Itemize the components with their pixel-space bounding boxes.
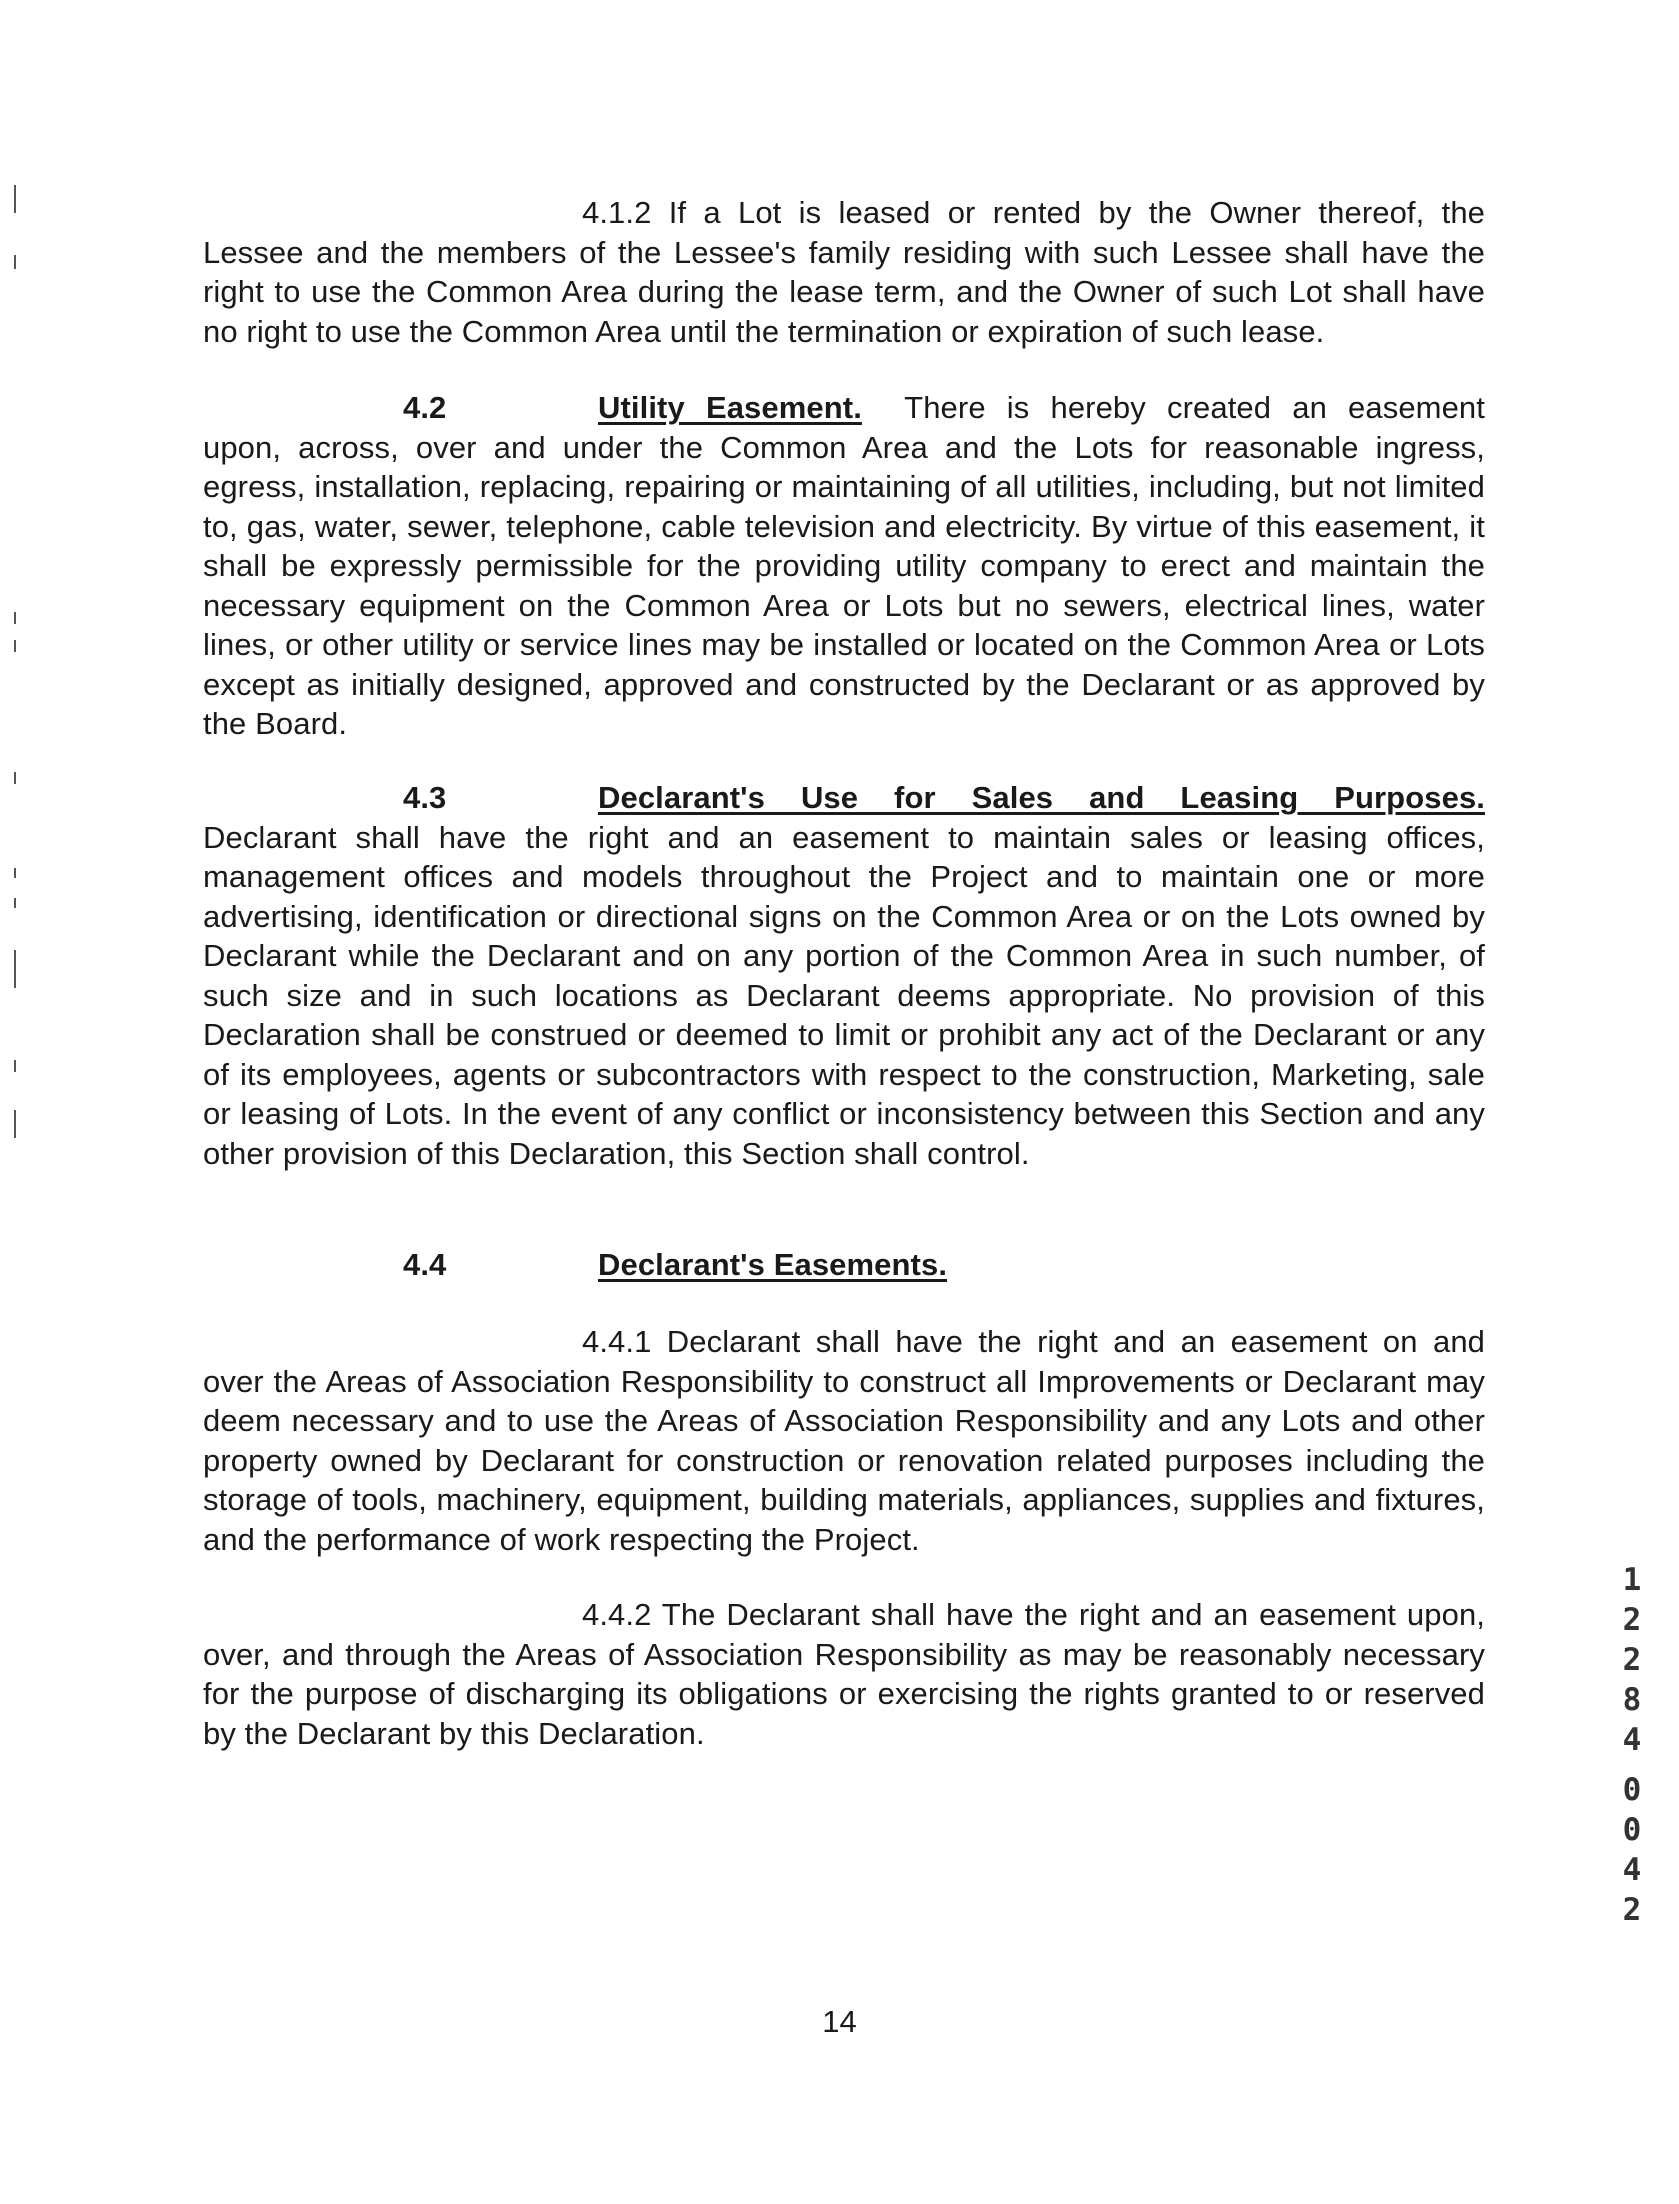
margin-mark (14, 868, 16, 878)
page-number: 14 (822, 2004, 857, 2039)
section-number: 4.3 (403, 780, 447, 815)
paragraph-text: 4.4.2 The Declarant shall have the right and an easement upon, over, and through the Areas of Association Responsibility as may be reasonably necessary for the purpose of discharging its obligations or exercising the rights granted to or reserved by the Declarant by this Declaration. (203, 1597, 1485, 1751)
margin-mark (14, 1060, 16, 1072)
section-heading-line (203, 778, 1485, 818)
paragraph-text: 4.4.1 Declarant shall have the right and an easement on and over the Areas of Association Responsibility to construct all Improvements or Declarant may deem necessary and to use the Areas of Association Responsibility and any Lots and other property owned by Declarant for construction or renovation related purposes including the storage of tools, machinery, equipment, building materials, appliances, supplies and fixtures, and the performance of work respecting the Project. (203, 1324, 1485, 1557)
section-number: 4.2 (403, 390, 447, 425)
recording-stamp-lower (1612, 1770, 1652, 1930)
section-title: Declarant's Use for Sales and Leasing Purposes. (598, 780, 1485, 815)
stamp-digit: 1 (1622, 1562, 1642, 1598)
margin-mark (14, 612, 16, 624)
section-4-3 (203, 778, 1485, 1173)
margin-mark (14, 255, 16, 269)
section-heading-line (203, 1245, 1485, 1285)
paragraph-4-4-2 (203, 1595, 1485, 1753)
section-lead-text: There is hereby created an easement (904, 390, 1485, 425)
margin-mark (14, 772, 16, 784)
section-4-2 (203, 388, 1485, 744)
section-number: 4.4 (403, 1247, 447, 1282)
section-4-4 (203, 1245, 1485, 1285)
margin-mark (14, 950, 16, 988)
margin-mark (14, 640, 16, 652)
section-body: Declarant shall have the right and an easement to maintain sales or leasing offices, management offices and models throughout the Project and to maintain one or more advertising, identification or directional signs on the Common Area or on the Lots owned by Declarant while the Declarant and on any portion of the Common Area in such number, of such size and in such locations as Declarant deems appropriate. No provision of this Declaration shall be construed or deemed to limit or prohibit any act of the Declarant or any of its employees, agents or subcontractors with respect to the construction, Marketing, sale or leasing of Lots. In the event of any conflict or inconsistency between this Section and any other provision of this Declaration, this Section shall control. (203, 819, 1485, 1171)
recording-stamp (1612, 1560, 1652, 1760)
stamp-digit: 0 (1622, 1812, 1642, 1848)
margin-mark (14, 1110, 16, 1138)
stamp-digit: 0 (1622, 1772, 1642, 1808)
section-title: Declarant's Easements. (598, 1247, 948, 1282)
stamp-digit: 2 (1622, 1892, 1642, 1928)
section-body: upon, across, over and under the Common Area and the Lots for reasonable ingress, egress, installation, replacing, repairing or maintaining of all utilities, including, but not limited to, gas, water, sewer, telephone, cable television and electricity. By virtue of this easement, it shall be expressly permissible for the providing utility company to erect and maintain the necessary equipment on the Common Area or Lots but no sewers, electrical lines, water lines, or other utility or service lines may be installed or located on the Common Area or Lots except as initially designed, approved and constructed by the Declarant or as approved by the Board. (203, 429, 1485, 741)
stamp-digit: 8 (1622, 1682, 1642, 1718)
paragraph-4-4-1 (203, 1322, 1485, 1559)
stamp-digit: 4 (1622, 1852, 1642, 1888)
margin-mark (14, 185, 16, 213)
stamp-digit: 2 (1622, 1642, 1642, 1678)
stamp-digit: 2 (1622, 1602, 1642, 1638)
section-heading-line (203, 388, 1485, 428)
stamp-digit: 4 (1622, 1722, 1642, 1758)
paragraph-text: 4.1.2 If a Lot is leased or rented by the Owner thereof, the Lessee and the members of the Lessee's family residing with such Lessee shall have the right to use the Common Area during the lease term, and the Owner of such Lot shall have no right to use the Common Area until the termination or expiration of such lease. (203, 195, 1485, 349)
section-title: Utility Easement. (598, 390, 862, 425)
paragraph-4-1-2 (203, 193, 1485, 351)
margin-mark (14, 898, 16, 908)
